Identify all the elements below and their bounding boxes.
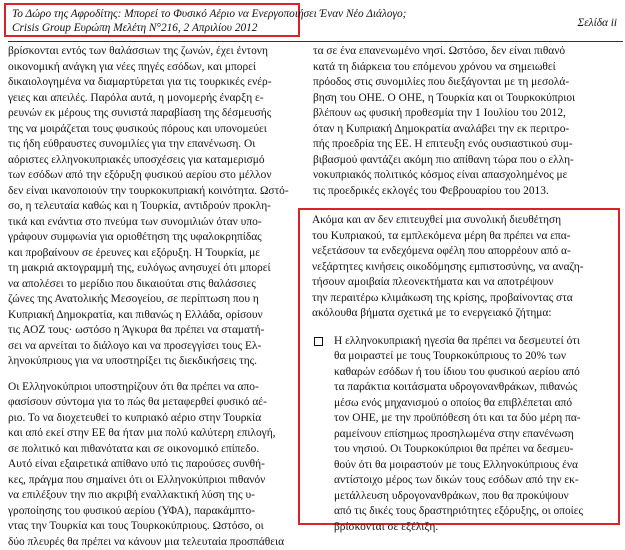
text-line: τα παράκτια κοιτάσματα υδρογονανθράκων, πιθανώς [334, 380, 612, 396]
text-line: ζώνες της Ανατολικής Μεσογείου, σε περίπτωση που η [8, 292, 294, 308]
text-line: να απολέσει το μερίδιο που δικαιούται στις θαλάσσιες [8, 277, 294, 293]
text-line: τις ΑΟΖ τους· ωστόσο η Άγκυρα θα πρέπει να σταματή- [8, 323, 294, 339]
text-line: καθαρών εσόδων ή του ίδιου του φυσικού αερίου από [334, 365, 612, 381]
text-line: τις προεδρικές εκλογές του Φεβρουαρίου του 2013. [313, 184, 613, 200]
text-line: ακόλουθα βήματα σχετικά με το ενεργειακό ζήτημα: [312, 306, 612, 322]
text-line: νεξετάσουν τα ενδεχόμενα οφέλη που απορρέουν από α- [312, 244, 612, 260]
right-paragraph-1 [313, 44, 613, 199]
text-line: από τις δικές τους δραστηριότητες εξόρυξης, οι οποίες [334, 504, 612, 520]
header-subtitle: Crisis Group Ευρώπη Μελέτη N°216, 2 Απριλίου 2012 [12, 22, 257, 34]
left-paragraph-1 [8, 44, 294, 370]
text-line: και προβαίνουν σε έρευνες και εξόρυξη. Η Τουρκία, με [8, 246, 294, 262]
header-highlight-box [4, 3, 300, 37]
text-line: οικονομική ανάγκη για νέες πηγές εσόδων, και μπορεί [8, 60, 294, 76]
text-line: τικά και ενάντια στο πνεύμα των συνομιλιών όταν υπο- [8, 215, 294, 231]
text-line: θα μοιραστεί με τους Τουρκοκύπριους το 20% των [334, 349, 612, 365]
text-line: βρίσκονται σε εξέλιξη. [334, 520, 612, 536]
text-line: πρόοδος στις συνομιλίες που διεξάγονται με τη μεσολά- [313, 75, 613, 91]
page-header [4, 3, 621, 41]
text-line: δεν είναι ικανοποιούν την τουρκοκυπριακή κοινότητα. Ωστό- [8, 184, 294, 200]
right-column [313, 44, 613, 199]
text-line: ληνοκύπριους για να υποστηρίξει τις διεκδικήσεις της. [8, 354, 294, 370]
text-line: κατά τη διάρκεια του επόμενου χρόνου να σημειωθεί [313, 60, 613, 76]
text-line: την περαιτέρω κλιμάκωση της κρίσης, προβαίνοντας στα [312, 291, 612, 307]
text-line: Η ελληνοκυπριακή ηγεσία θα πρέπει να δεσμευτεί ότι [334, 334, 612, 350]
text-line: βρίσκονται εντός των θαλάσσιων της ζωνών, έχει έντονη [8, 44, 294, 60]
text-line: και από εκεί στην ΕΕ θα ήταν μια πολύ καλύτερη επιλογή, [8, 426, 294, 442]
text-line: μέσω ενός μηχανισμού ο οποίος θα επιβλέπεται από [334, 396, 612, 412]
text-line: αντίστοιχο μέρος των δικών τους εσόδων από την εκ- [334, 473, 612, 489]
recommendation-bullet [312, 334, 612, 536]
text-line: σει να αρνείται το διάλογο και να προσεγγίσει τους Ελ- [8, 339, 294, 355]
text-line: βλέπουν ως φυσική προθεσμία την 1 Ιουλίου του 2012, [313, 106, 613, 122]
left-paragraph-2 [8, 380, 294, 550]
text-line: τον ΟΗΕ, με την προϋπόθεση ότι και τα δύο μέρη πα- [334, 411, 612, 427]
text-line: ριο. Το να διοχετευθεί το κυπριακό αέριο στην Τουρκία [8, 411, 294, 427]
text-line: όταν η Κυπριακή Δημοκρατία αναλάβει την εκ περιτρο- [313, 122, 613, 138]
text-line: δικαιολογημένα να διαμαρτύρεται για τις τουρκικές ενέρ- [8, 75, 294, 91]
text-line: τη μακριά ακτογραμμή της, ευλόγως ανησυχεί ότι μπορεί [8, 261, 294, 277]
text-line: μετάλλευση υδρογονανθράκων, που θα προκύψουν [334, 489, 612, 505]
text-line: του νησιού. Οι Τουρκοκύπριοι θα πρέπει να δεσμευ- [334, 442, 612, 458]
text-line: των εσόδων από την εξόρυξη φυσικού αερίου στο μέλλον [8, 168, 294, 184]
text-line: τις ήδη εύθραυστες συνομιλίες για την επανένωση. Οι [8, 137, 294, 153]
text-line: Ακόμα και αν δεν επιτευχθεί μια συνολική διευθέτηση [312, 213, 612, 229]
text-line: δύο πλευρές θα πρέπει να κάνουν μια τελευταία προσπάθεια [8, 535, 294, 550]
text-line: ραμείνουν επίσημως προσηλωμένα στην επανένωση [334, 427, 612, 443]
recommendation-content [312, 213, 612, 535]
text-line: πής προεδρία της ΕΕ. Η επιτευξη ενός ουσιαστικού συμ- [313, 137, 613, 153]
header-divider [8, 41, 623, 42]
text-line: τήσουν αμοιβαία πλεονεκτήματα και να αποτρέψουν [312, 275, 612, 291]
text-line: φασίσουν σύντομα για το πώς θα μεταφερθεί φυσικό αέ- [8, 395, 294, 411]
text-line: τα σε ένα επανενωμένο νησί. Ωστόσο, δεν είναι πιθανό [313, 44, 613, 60]
checkbox-bullet-icon [314, 337, 323, 346]
text-line: γειες και απειλές. Παρόλα αυτά, η μονομερής έναρξη ε- [8, 91, 294, 107]
text-line: σο, η τελευταία καθώς και η Τουρκία, αντιδρούν προκλη- [8, 199, 294, 215]
text-line: νεξάρτητες κινήσεις οικοδόμησης εμπιστοσύνης, να αναζη- [312, 260, 612, 276]
recommendation-intro [312, 213, 612, 322]
text-line: γράφουν συμφωνία για οριοθέτηση της υφαλοκρηπίδας [8, 230, 294, 246]
text-line: γροποίησης του φυσικού αερίου (ΥΦΑ), παρακάμπτο- [8, 504, 294, 520]
text-line: βιβασμού φαντάζει ακόμη πιο απίθανη τώρα που ο ελλη- [313, 153, 613, 169]
text-line: κες, πράγμα που σημαίνει ότι οι Ελληνοκύπριοι πιθανόν [8, 473, 294, 489]
text-line: νοκυπριακός πολιτικός κόσμος είναι απασχολημένος με [313, 168, 613, 184]
recommendation-bullet-text [334, 334, 612, 536]
text-line: βηση του ΟΗΕ. Ο ΟΗΕ, η Τουρκία και οι Τουρκοκύπριοι [313, 91, 613, 107]
text-line: του Κυπριακού, τα εμπλεκόμενα μέρη θα πρέπει να επα- [312, 229, 612, 245]
header-title: Το Δώρο της Αφροδίτης: Μπορεί το Φυσικό Αέριο να Ενεργοποιήσει Έναν Νέο Διάλογο; [12, 8, 406, 20]
text-line: Κυπριακή Δημοκρατία, και πιθανώς η Ελλάδα, ορίσουν [8, 308, 294, 324]
text-line: αόριστες ελληνοκυπριακές υποσχέσεις για καταμερισμό [8, 153, 294, 169]
text-line: σε πολιτικό και πιθανότατα και σε οικονομικό επίπεδο. [8, 442, 294, 458]
text-line: της να μοιράζεται τους φυσικούς πόρους και υπονομεύει [8, 122, 294, 138]
text-line: ρευνών εκ μέρους της συνιστά παραβίαση της δέσμευσής [8, 106, 294, 122]
text-line: θούν ότι θα μοιραστούν με τους Ελληνοκύπριους ένα [334, 458, 612, 474]
text-line: Οι Ελληνοκύπριοι υποστηρίζουν ότι θα πρέπει να απο- [8, 380, 294, 396]
page-number: Σελίδα ii [578, 17, 617, 29]
text-line: ντας την Τουρκία και τους Τουρκοκύπριους. Ωστόσο, οι [8, 519, 294, 535]
text-line: να επιλέξουν την πιο ακριβή εναλλακτική λύση της υ- [8, 488, 294, 504]
text-line: Αυτό είναι εξαιρετικά απίθανο υπό τις παρούσες συνθή- [8, 457, 294, 473]
left-column [8, 44, 294, 550]
